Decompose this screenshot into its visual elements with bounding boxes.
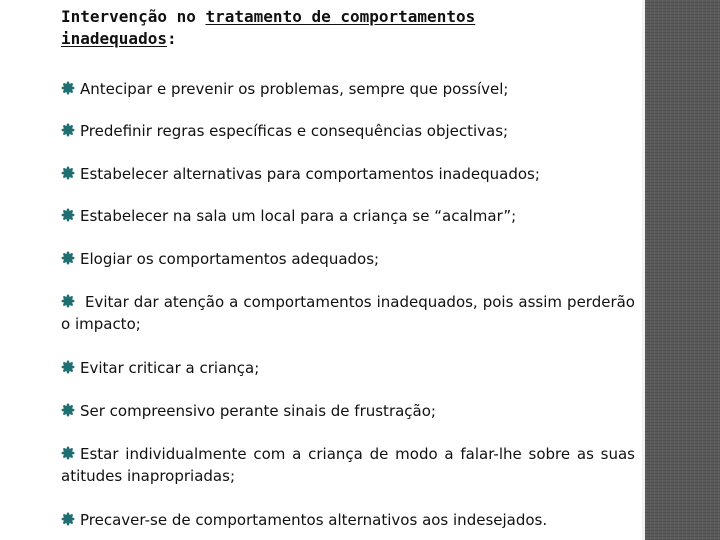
bullet-text: Estabelecer alternativas para comportamentos inadequados; <box>80 165 540 183</box>
bullet-item <box>61 163 635 185</box>
bullet-text: Elogiar os comportamentos adequados; <box>80 250 380 268</box>
bullet-item <box>61 357 635 379</box>
title-prefix: Intervenção no <box>61 7 206 26</box>
teal-flower-bullet-icon <box>61 81 75 95</box>
teal-flower-bullet-icon <box>61 251 75 265</box>
sidebar-edge <box>642 0 645 540</box>
bullet-text: Estar individualmente com a criança de modo a falar-lhe sobre as suas atitudes inapropriadas; <box>61 445 635 485</box>
bullet-text: Estabelecer na sala um local para a criança se “acalmar”; <box>80 207 517 225</box>
bullet-item <box>61 120 635 142</box>
title-suffix: : <box>166 29 177 48</box>
decorative-sidebar <box>642 0 720 540</box>
bullet-item <box>61 205 635 227</box>
teal-flower-bullet-icon <box>61 446 75 460</box>
bullet-text: Ser compreensivo perante sinais de frustração; <box>80 402 436 420</box>
slide-title <box>61 6 541 50</box>
teal-flower-bullet-icon <box>61 123 75 137</box>
bullet-text: Antecipar e prevenir os problemas, sempre que possível; <box>80 80 509 98</box>
bullet-item <box>61 509 635 531</box>
bullet-item <box>61 443 635 487</box>
teal-flower-bullet-icon <box>61 294 75 308</box>
bullet-text: Precaver-se de comportamentos alternativos aos indesejados. <box>80 511 548 529</box>
teal-flower-bullet-icon <box>61 512 75 526</box>
teal-flower-bullet-icon <box>61 208 75 222</box>
title-underlined-part-2: inadequados <box>61 29 167 48</box>
bullet-item <box>61 291 635 335</box>
bullet-item <box>61 400 635 422</box>
teal-flower-bullet-icon <box>61 403 75 417</box>
bullet-text: Predefinir regras específicas e consequências objectivas; <box>80 122 509 140</box>
bullet-text: Evitar dar atenção a comportamentos inadequados, pois assim perderão o impacto; <box>61 293 635 333</box>
title-underlined-part-1: tratamento de comportamentos <box>205 7 476 26</box>
teal-flower-bullet-icon <box>61 166 75 180</box>
teal-flower-bullet-icon <box>61 360 75 374</box>
bullet-item <box>61 78 635 100</box>
bullet-item <box>61 248 635 270</box>
bullet-text: Evitar criticar a criança; <box>80 359 260 377</box>
